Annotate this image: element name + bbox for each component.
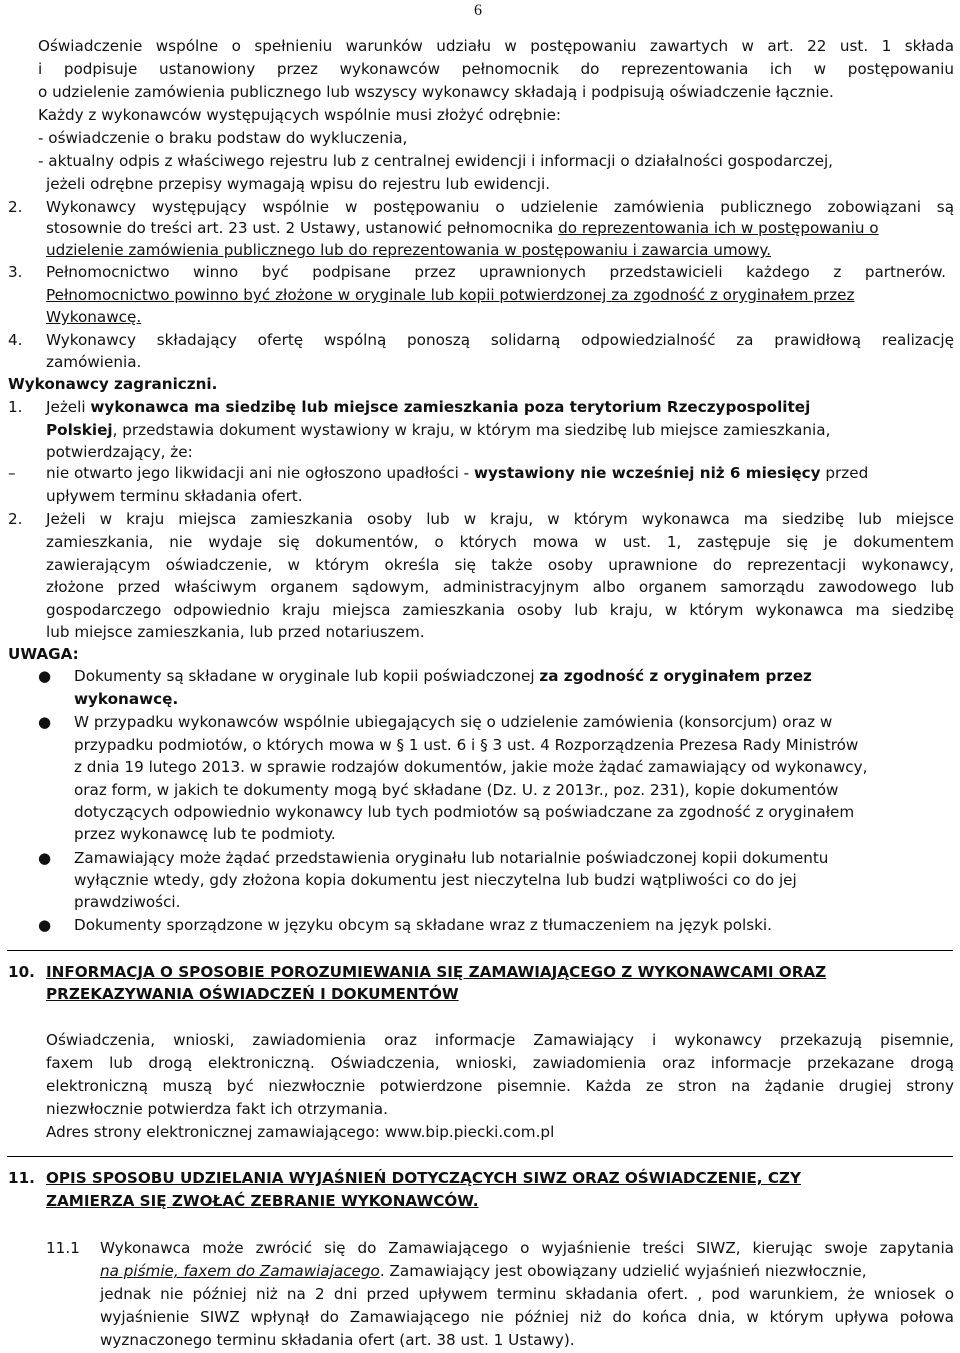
section-title: ZAMIERZA SIĘ ZWOŁAĆ ZEBRANIE WYKONAWCÓW. [46,1192,479,1210]
text-line: zamówienia. [46,353,142,371]
text-line: z dnia 19 lutego 2013. w sprawie rodzajów dokumentów, jakie może żądać zamawiający od wykonawcy, [74,758,868,776]
text-line: Zamawiający może żądać przedstawienia oryginału lub notarialnie poświadczonej kopii dokumentu [74,849,829,867]
section-divider [7,1156,953,1157]
text-line [100,1261,867,1281]
text-line: dotyczących odpowiednio wykonawcy lub tych podmiotów są poświadczane za zgodność z oryginałem [74,803,855,821]
section-title: INFORMACJA O SPOSOBIE POROZUMIEWANIA SIĘ ZAMAWIAJĄCEGO Z WYKONAWCAMI ORAZ [46,963,827,981]
list-number: 2. [8,198,23,216]
text-line: i podpisuje ustanowiony przez wykonawców pełnomocnik do reprezentowania ich w postępowaniu [38,60,954,78]
section-divider [7,950,953,951]
text-line: elektroniczną muszą być niezwłocznie potwierdzone pisemnie. Każda ze stron na żądanie drugiej strony [46,1077,954,1095]
text-span: nie otwarto jego likwidacji ani nie ogłoszono upadłości - [46,464,474,482]
text-line [46,218,879,238]
text-line: prawdziwości. [74,893,181,911]
list-number: 3. [8,263,23,281]
section-heading: Wykonawcy zagraniczni. [8,375,218,393]
text-line: Oświadczenia, wnioski, zawiadomienia oraz informacje Zamawiający i wykonawcy przekazują pisemnie, [46,1031,954,1049]
section-title: PRZEKAZYWANIA OŚWIADCZEŃ I DOKUMENTÓW [46,985,459,1003]
text-line: przez wykonawcę lub te podmioty. [74,825,336,843]
bold-text: za zgodność z oryginałem przez [539,667,812,685]
text-line: faxem lub drogą elektroniczną. Oświadczenia, wnioski, zawiadomienia oraz informacje przekazane drogą [46,1054,954,1072]
bullet-icon: ● [38,916,52,934]
list-number: 1. [8,398,23,416]
text-line: Jeżeli w kraju miejsca zamieszkania osoby lub w kraju, w którym wykonawca ma siedzibę lub miejsce [46,510,954,528]
text-line [74,666,812,686]
bold-text: Polskiej [46,421,113,439]
subsection-number: 11.1 [46,1239,80,1257]
text-line: zawierającym oświadczenie, w którym określa się także osoby uprawnione do reprezentacji wykonawcy, [46,556,954,574]
text-line: złożone przed właściwym organem sądowym, administracyjnym albo organem samorządu zawodowego lub [46,578,954,596]
text-line: Pełnomocnictwo winno być podpisane przez uprawnionych przedstawicieli każdego z partnerów. [46,263,946,281]
text-span: Jeżeli [46,398,91,416]
bullet-icon: ● [38,713,52,731]
text-span: stosownie do treści art. 23 ust. 2 Ustawy, ustanowić pełnomocnika [46,219,559,237]
text-line [46,420,830,440]
text-line: zamieszkania, nie wydaje się dokumentów, o których mowa w ust. 1, zastępuje się je dokumentem [46,533,954,551]
text-span: Dokumenty są składane w oryginale lub kopii poświadczonej [74,667,540,685]
text-line: Wykonawca może zwrócić się do Zamawiającego o wyjaśnienie treści SIWZ, kierując swoje zapytania [100,1239,954,1257]
text-line: W przypadku wykonawców wspólnie ubiegających się o udzielenie zamówienia (konsorcjum) oraz w [74,713,833,731]
text-line: - oświadczenie o braku podstaw do wykluczenia, [38,129,408,147]
section-number: 10. [8,963,35,981]
text-line: Wykonawcę. [46,308,142,326]
text-span: . Zamawiający jest obowiązany udzielić wyjaśnień niezwłocznie, [379,1262,867,1280]
text-span: , przedstawia dokument wystawiony w kraju, w którym ma siedzibę lub miejsce zamieszkania, [112,421,831,439]
underlined-text: do reprezentowania ich w postępowaniu o [558,219,879,237]
underlined-text: na piśmie, faxem do Zamawiajacego [100,1262,380,1280]
website-address: Adres strony elektronicznej zamawiającego: www.bip.piecki.com.pl [46,1123,555,1141]
text-line: potwierdzający, że: [46,443,193,461]
text-line: wyznaczonego terminu składania ofert (art. 38 ust. 1 Ustawy). [100,1331,575,1349]
text-line: Pełnomocnictwo powinno być złożone w oryginale lub kopii potwierdzonej za zgodność z oryginałem przez [46,286,855,304]
dash-marker: – [8,464,16,482]
section-title: OPIS SPOSOBU UDZIELANIA WYJAŚNIEŃ DOTYCZĄCYCH SIWZ ORAZ OŚWIADCZENIE, CZY [46,1169,801,1187]
bullet-icon: ● [38,667,52,685]
text-line: wyłącznie wtedy, gdy złożona kopia dokumentu jest nieczytelna lub budzi wątpliwości co do jej [74,871,797,889]
text-line: Wykonawcy składający ofertę wspólną ponoszą solidarną odpowiedzialność za prawidłową realizację [46,331,954,349]
text-line: wyjaśnienie SIWZ wpłynął do Zamawiającego nie później niż do końca dnia, w którym upływa połowa [100,1308,954,1326]
section-heading: UWAGA: [8,645,79,663]
text-line: jeżeli odrębne przepisy wymagają wpisu do rejestru lub ewidencji. [46,175,551,193]
text-line: gospodarczego odpowiednio kraju miejsca zamieszkania osoby lub kraju, w którym wykonawca ma siedzibę [46,601,954,619]
list-number: 2. [8,510,23,528]
text-line: wykonawcę. [74,690,179,708]
text-span: przed [820,464,869,482]
text-line: oraz form, w jakich te dokumenty mogą być składane (Dz. U. z 2013r., poz. 231), kopie dokumentów [74,781,839,799]
text-line: o udzielenie zamówienia publicznego lub wszyscy wykonawcy składają i podpisują oświadczenie łącznie. [38,83,834,101]
text-line [46,397,810,417]
text-line: udzielenie zamówienia publicznego lub do reprezentowania w postępowaniu i zawarcia umowy. [46,241,772,259]
text-line: jednak nie później niż na 2 dni przed upływem terminu składania ofert. , pod warunkiem, że wniosek o [100,1285,954,1303]
text-line: - aktualny odpis z właściwego rejestru lub z centralnej ewidencji i informacji o działalności gospodarczej, [38,152,834,170]
list-number: 4. [8,331,23,349]
text-line: Dokumenty sporządzone w języku obcym są składane wraz z tłumaczeniem na język polski. [74,916,772,934]
bold-text: wystawiony nie wcześniej niż 6 miesięcy [473,464,821,482]
text-line: przypadku podmiotów, o których mowa w § 1 ust. 6 i § 3 ust. 4 Rozporządzenia Prezesa Rady Ministrów [74,736,859,754]
text-line: niezwłocznie potwierdza fakt ich otrzymania. [46,1100,388,1118]
section-number: 11. [8,1169,35,1187]
bold-text: wykonawca ma siedzibę lub miejsce zamieszkania poza terytorium Rzeczypospolitej [90,398,811,416]
bullet-icon: ● [38,849,52,867]
text-line: upływem terminu składania ofert. [46,487,303,505]
text-line [46,463,868,483]
text-line: Oświadczenie wspólne o spełnieniu warunków udziału w postępowaniu zawartych w art. 22 ust. 1 składa [38,37,954,55]
text-line: Każdy z wykonawców występujących wspólnie musi złożyć odrębnie: [38,106,562,124]
text-line: lub miejsce zamieszkania, lub przed notariuszem. [46,623,425,641]
page-number: 6 [474,2,482,19]
text-line: Wykonawcy występujący wspólnie w postępowaniu o udzielenie zamówienia publicznego zobowiązani są [46,198,954,216]
